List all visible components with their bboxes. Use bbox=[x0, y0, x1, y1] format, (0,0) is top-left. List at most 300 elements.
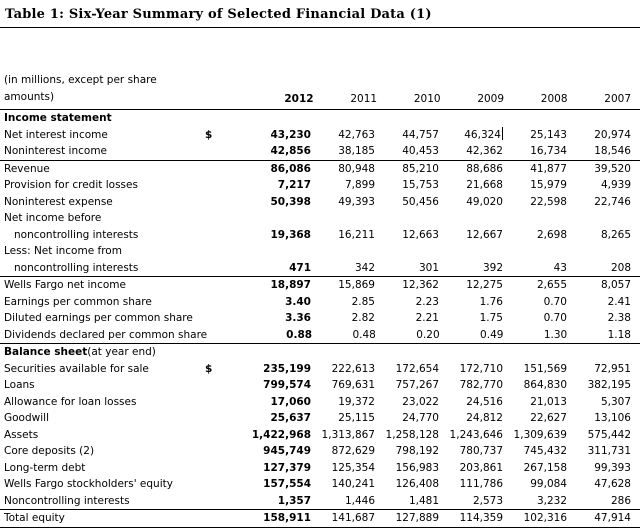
value-text: 42,362 bbox=[466, 145, 503, 157]
value-text: 235,199 bbox=[263, 362, 311, 375]
value-cell-2010 bbox=[375, 143, 439, 160]
value-text: 80,948 bbox=[338, 162, 375, 175]
value-cell-2008 bbox=[503, 427, 567, 444]
value-text: 267,158 bbox=[523, 461, 567, 474]
value-cell-2007 bbox=[567, 277, 631, 294]
value-text: 0.70 bbox=[543, 312, 567, 324]
value-cell-2012 bbox=[221, 510, 311, 527]
value-text: 39,520 bbox=[594, 162, 631, 175]
value-cell-2011 bbox=[311, 510, 375, 527]
table-row bbox=[0, 243, 640, 277]
table-row bbox=[0, 177, 640, 194]
table-row bbox=[0, 443, 640, 460]
value-text: 102,316 bbox=[523, 512, 567, 524]
value-cell-2009 bbox=[439, 127, 503, 144]
value-text: 782,770 bbox=[459, 379, 503, 391]
value-text: 203,861 bbox=[459, 461, 503, 474]
value-text: 42,856 bbox=[270, 145, 311, 157]
value-text: 38,185 bbox=[338, 145, 375, 157]
value-cell-2007 bbox=[567, 127, 631, 144]
value-text: 13,106 bbox=[594, 412, 631, 424]
section-heading-label: Income statement bbox=[4, 112, 112, 124]
row-label: Wells Fargo stockholders' equity bbox=[4, 478, 173, 490]
value-text: 2.21 bbox=[415, 312, 439, 324]
table-row bbox=[0, 361, 640, 378]
value-cell-2012 bbox=[221, 493, 311, 510]
table-row bbox=[0, 427, 640, 444]
value-cell-2010 bbox=[375, 410, 439, 427]
value-text: 4,939 bbox=[600, 179, 631, 191]
value-text: 12,663 bbox=[402, 228, 439, 241]
value-cell-2012 bbox=[221, 443, 311, 460]
value-cell-2010 bbox=[375, 127, 439, 144]
value-cell-2011 bbox=[311, 394, 375, 411]
value-cell-2007 bbox=[567, 476, 631, 493]
value-text: 15,869 bbox=[338, 279, 375, 291]
value-cell-2010 bbox=[376, 327, 440, 344]
value-text: 301 bbox=[418, 261, 439, 274]
value-cell-2008 bbox=[503, 493, 567, 510]
value-cell-2012 bbox=[221, 127, 311, 144]
value-text: 16,211 bbox=[338, 228, 375, 241]
value-text: 85,210 bbox=[402, 162, 439, 175]
value-text: 25,637 bbox=[270, 412, 311, 424]
value-text: 151,569 bbox=[523, 362, 567, 375]
value-text: 49,393 bbox=[338, 195, 375, 208]
value-cell-2008 bbox=[503, 443, 567, 460]
value-cell-2012 bbox=[221, 260, 311, 277]
value-text: 1.76 bbox=[479, 295, 503, 308]
value-cell-2012 bbox=[221, 460, 311, 477]
value-text: 22,598 bbox=[530, 195, 567, 208]
row-label: Less: Net income from noncontrolling interests bbox=[4, 245, 139, 274]
value-cell-2010 bbox=[375, 161, 439, 178]
value-text: 8,265 bbox=[600, 228, 631, 241]
value-text: 125,354 bbox=[331, 461, 375, 474]
value-text: 18,897 bbox=[270, 279, 311, 291]
currency-symbol: $ bbox=[205, 128, 213, 141]
value-cell-2010 bbox=[375, 476, 439, 493]
value-cell-2009 bbox=[439, 476, 503, 493]
value-text: 1,481 bbox=[408, 494, 439, 507]
value-text: 126,408 bbox=[395, 478, 439, 490]
value-text: 1,422,968 bbox=[251, 428, 311, 441]
value-cell-2012 bbox=[221, 476, 311, 493]
row-label: Noninterest expense bbox=[4, 195, 113, 208]
value-cell-2007 bbox=[567, 143, 631, 160]
table-row bbox=[0, 194, 640, 211]
value-text: 0.49 bbox=[480, 328, 504, 341]
value-text: 86,086 bbox=[270, 162, 311, 175]
value-cell-2011 bbox=[311, 227, 375, 244]
value-cell-2011 bbox=[312, 327, 376, 344]
value-cell-2007 bbox=[567, 177, 631, 194]
value-text: 1,243,646 bbox=[449, 428, 503, 441]
value-cell-2008 bbox=[503, 260, 567, 277]
value-text: 780,737 bbox=[459, 445, 503, 457]
table-row bbox=[0, 476, 640, 493]
units-caption: (in millions, except per share amounts) bbox=[4, 74, 157, 103]
value-text: 50,456 bbox=[402, 195, 439, 208]
value-text: 25,115 bbox=[338, 412, 375, 424]
value-cell-2007 bbox=[567, 310, 631, 327]
value-cell-2009 bbox=[439, 427, 503, 444]
row-label: Securities available for sale bbox=[4, 362, 149, 375]
value-text: 0.48 bbox=[352, 328, 376, 341]
value-cell-2011 bbox=[311, 310, 375, 327]
row-label: Noncontrolling interests bbox=[4, 494, 130, 507]
row-label: Total equity bbox=[4, 512, 65, 524]
financial-table-body bbox=[0, 110, 640, 528]
value-text: 872,629 bbox=[331, 445, 375, 457]
value-cell-2009 bbox=[439, 294, 503, 311]
table-row bbox=[0, 161, 640, 178]
section-heading-label: Balance sheet bbox=[4, 346, 88, 358]
value-text: 21,013 bbox=[530, 395, 567, 408]
value-cell-2007 bbox=[567, 260, 631, 277]
value-text: 44,757 bbox=[402, 128, 439, 141]
table-row bbox=[0, 310, 640, 327]
year-header-2009: 2009 bbox=[477, 93, 505, 105]
value-cell-2010 bbox=[375, 277, 439, 294]
value-cell-2007 bbox=[567, 427, 631, 444]
value-text: 43,230 bbox=[270, 128, 311, 141]
value-cell-2009 bbox=[439, 443, 503, 460]
value-cell-2007 bbox=[567, 294, 631, 311]
table-row bbox=[0, 327, 640, 345]
row-label: Allowance for loan losses bbox=[4, 395, 137, 408]
value-text: 47,914 bbox=[594, 512, 631, 524]
value-cell-2012 bbox=[221, 361, 311, 378]
value-text: 1.75 bbox=[479, 312, 503, 324]
value-text: 18,546 bbox=[594, 145, 631, 157]
value-cell-2011 bbox=[311, 460, 375, 477]
value-cell-2010 bbox=[375, 361, 439, 378]
value-cell-2009 bbox=[439, 394, 503, 411]
table-row bbox=[0, 460, 640, 477]
value-cell-2010 bbox=[375, 493, 439, 510]
value-text: 156,983 bbox=[395, 461, 439, 474]
row-label: Provision for credit losses bbox=[4, 179, 138, 191]
value-text: 88,686 bbox=[466, 162, 503, 175]
value-text: 7,217 bbox=[277, 179, 311, 191]
table-row bbox=[0, 127, 640, 144]
value-text: 2.38 bbox=[607, 312, 631, 324]
value-cell-2011 bbox=[311, 277, 375, 294]
value-text: 50,398 bbox=[270, 195, 311, 208]
value-cell-2008 bbox=[503, 377, 567, 394]
row-label: Dividends declared per common share bbox=[4, 328, 208, 341]
value-text: 24,770 bbox=[402, 412, 439, 424]
value-cell-2010 bbox=[375, 443, 439, 460]
value-text: 769,631 bbox=[331, 379, 375, 391]
value-text: 23,022 bbox=[402, 395, 439, 408]
value-cell-2011 bbox=[311, 177, 375, 194]
value-cell-2009 bbox=[440, 327, 504, 344]
value-cell-2011 bbox=[311, 194, 375, 211]
section-heading-suffix: (at year end) bbox=[87, 346, 156, 358]
row-label: Diluted earnings per common share bbox=[4, 312, 193, 324]
value-text: 47,628 bbox=[594, 478, 631, 490]
value-text: 7,899 bbox=[344, 179, 375, 191]
value-text: 1.30 bbox=[543, 328, 568, 341]
value-cell-2009 bbox=[439, 177, 503, 194]
value-text: 945,749 bbox=[263, 445, 311, 457]
value-text: 799,574 bbox=[263, 379, 311, 391]
value-text: 141,687 bbox=[331, 512, 375, 524]
value-text: 12,362 bbox=[402, 279, 439, 291]
value-cell-2007 bbox=[567, 394, 631, 411]
value-cell-2010 bbox=[375, 194, 439, 211]
value-cell-2009 bbox=[439, 260, 503, 277]
value-text: 2,655 bbox=[536, 279, 567, 291]
value-text: 172,710 bbox=[459, 362, 503, 375]
value-text: 17,060 bbox=[270, 395, 311, 408]
table-row bbox=[0, 510, 640, 528]
value-text: 757,267 bbox=[395, 379, 439, 391]
value-cell-2009 bbox=[439, 493, 503, 510]
value-text: 798,192 bbox=[395, 445, 439, 457]
value-cell-2010 bbox=[375, 427, 439, 444]
value-text: 0.20 bbox=[416, 328, 440, 341]
value-cell-2008 bbox=[503, 161, 567, 178]
table-row bbox=[0, 394, 640, 411]
value-text: 3.36 bbox=[285, 312, 311, 324]
value-text: 2.85 bbox=[351, 295, 375, 308]
table-title: Table 1: Six-Year Summary of Selected Financial Data (1) bbox=[0, 0, 640, 28]
value-cell-2008 bbox=[503, 460, 567, 477]
row-label: Net interest income bbox=[4, 128, 108, 141]
value-cell-2009 bbox=[439, 510, 503, 527]
value-cell-2011 bbox=[311, 377, 375, 394]
value-cell-2011 bbox=[311, 493, 375, 510]
value-cell-2007 bbox=[567, 443, 631, 460]
value-text: 42,763 bbox=[338, 128, 375, 141]
row-label: Wells Fargo net income bbox=[4, 279, 126, 291]
value-cell-2012 bbox=[221, 394, 311, 411]
value-text: 41,877 bbox=[530, 162, 567, 175]
value-cell-2012 bbox=[221, 277, 311, 294]
value-cell-2007 bbox=[567, 327, 631, 344]
row-label: Earnings per common share bbox=[4, 295, 152, 308]
value-text: 1,309,639 bbox=[513, 428, 567, 441]
value-cell-2008 bbox=[503, 327, 567, 344]
value-cell-2011 bbox=[311, 410, 375, 427]
value-text: 111,786 bbox=[459, 478, 503, 490]
value-cell-2009 bbox=[439, 161, 503, 178]
value-cell-2007 bbox=[567, 227, 631, 244]
row-label: Goodwill bbox=[4, 412, 49, 424]
value-cell-2009 bbox=[439, 410, 503, 427]
value-cell-2012 bbox=[221, 161, 311, 178]
value-text: 1,446 bbox=[344, 494, 375, 507]
value-text: 24,812 bbox=[466, 412, 503, 424]
row-label: Loans bbox=[4, 379, 35, 391]
value-cell-2012 bbox=[221, 427, 311, 444]
value-cell-2010 bbox=[375, 394, 439, 411]
value-cell-2009 bbox=[439, 460, 503, 477]
value-cell-2009 bbox=[439, 143, 503, 160]
value-cell-2010 bbox=[375, 510, 439, 527]
value-text: 0.88 bbox=[286, 328, 313, 341]
value-cell-2010 bbox=[375, 260, 439, 277]
value-cell-2012 bbox=[221, 194, 311, 211]
value-cell-2011 bbox=[311, 443, 375, 460]
value-cell-2007 bbox=[567, 493, 631, 510]
row-label: Revenue bbox=[4, 162, 50, 175]
value-text: 22,627 bbox=[530, 412, 567, 424]
value-cell-2010 bbox=[375, 177, 439, 194]
value-cell-2008 bbox=[503, 410, 567, 427]
value-text: 20,974 bbox=[594, 128, 631, 141]
value-cell-2008 bbox=[503, 227, 567, 244]
value-text: 864,830 bbox=[523, 379, 567, 391]
table-row bbox=[0, 277, 640, 294]
value-cell-2012 bbox=[221, 410, 311, 427]
value-cell-2009 bbox=[439, 194, 503, 211]
value-text: 114,359 bbox=[459, 512, 503, 524]
value-text: 140,241 bbox=[331, 478, 375, 490]
value-cell-2009 bbox=[439, 277, 503, 294]
row-label: Long-term debt bbox=[4, 461, 86, 474]
value-cell-2008 bbox=[503, 177, 567, 194]
table-row bbox=[0, 410, 640, 427]
value-text: 471 bbox=[289, 261, 311, 274]
value-text: 72,951 bbox=[594, 362, 631, 375]
value-cell-2008 bbox=[503, 277, 567, 294]
value-text: 2,573 bbox=[472, 494, 503, 507]
value-cell-2011 bbox=[311, 427, 375, 444]
value-text: 8,057 bbox=[600, 279, 631, 291]
value-cell-2010 bbox=[375, 377, 439, 394]
value-text: 99,393 bbox=[594, 461, 631, 474]
table-row bbox=[0, 143, 640, 161]
value-cell-2008 bbox=[503, 510, 567, 527]
value-text: 3,232 bbox=[536, 494, 567, 507]
value-text: 392 bbox=[482, 261, 503, 274]
value-text: 158,911 bbox=[263, 512, 311, 524]
value-text: 40,453 bbox=[402, 145, 439, 157]
value-text: 172,654 bbox=[395, 362, 439, 375]
value-text: 157,554 bbox=[263, 478, 311, 490]
value-text: 342 bbox=[354, 261, 375, 274]
row-label: Core deposits (2) bbox=[4, 445, 95, 457]
value-cell-2008 bbox=[503, 294, 567, 311]
value-text: 99,084 bbox=[530, 478, 567, 490]
value-cell-2010 bbox=[375, 227, 439, 244]
value-cell-2007 bbox=[567, 377, 631, 394]
value-text: 2.23 bbox=[415, 295, 439, 308]
value-cell-2008 bbox=[503, 143, 567, 160]
value-cell-2008 bbox=[503, 394, 567, 411]
currency-symbol: $ bbox=[205, 362, 213, 375]
value-cell-2010 bbox=[375, 460, 439, 477]
value-cell-2010 bbox=[375, 294, 439, 311]
value-text: 24,516 bbox=[466, 395, 503, 408]
value-cell-2011 bbox=[311, 294, 375, 311]
value-text: 49,020 bbox=[466, 195, 503, 208]
row-label: Noninterest income bbox=[4, 145, 108, 157]
value-text: 127,379 bbox=[263, 461, 311, 474]
value-cell-2008 bbox=[503, 310, 567, 327]
row-label: Assets bbox=[4, 428, 39, 441]
value-text: 21,668 bbox=[466, 179, 503, 191]
value-cell-2011 bbox=[311, 127, 375, 144]
value-cell-2008 bbox=[503, 127, 567, 144]
value-text: 1.18 bbox=[607, 328, 631, 341]
value-cell-2008 bbox=[503, 194, 567, 211]
value-cell-2012 bbox=[222, 327, 312, 344]
value-text: 1,313,867 bbox=[321, 428, 375, 441]
value-cell-2011 bbox=[311, 260, 375, 277]
value-text: 1,357 bbox=[277, 494, 311, 507]
section-heading bbox=[0, 110, 640, 127]
value-text: 127,889 bbox=[395, 512, 439, 524]
value-text: 12,275 bbox=[466, 279, 503, 291]
value-cell-2011 bbox=[311, 361, 375, 378]
value-text: 382,195 bbox=[587, 379, 631, 391]
value-text: 2,698 bbox=[536, 228, 567, 241]
value-cell-2012 bbox=[221, 377, 311, 394]
year-header-2007: 2007 bbox=[604, 93, 632, 105]
value-cell-2009 bbox=[439, 377, 503, 394]
value-text: 311,731 bbox=[587, 445, 631, 457]
year-header-2010: 2010 bbox=[413, 93, 441, 105]
value-text: 19,372 bbox=[338, 395, 375, 408]
table-row bbox=[0, 493, 640, 511]
value-cell-2007 bbox=[567, 460, 631, 477]
year-header-2011: 2011 bbox=[350, 93, 378, 105]
value-text: 15,753 bbox=[402, 179, 439, 191]
value-cell-2007 bbox=[567, 361, 631, 378]
value-text: 1,258,128 bbox=[385, 428, 439, 441]
value-text: 2.82 bbox=[351, 312, 375, 324]
value-cell-2009 bbox=[439, 361, 503, 378]
value-text: 19,368 bbox=[270, 228, 311, 241]
value-cell-2011 bbox=[311, 476, 375, 493]
value-text: 286 bbox=[610, 494, 631, 507]
value-text: 25,143 bbox=[530, 128, 567, 141]
value-text: 15,979 bbox=[530, 179, 567, 191]
table-row bbox=[0, 210, 640, 243]
value-text: 222,613 bbox=[331, 362, 375, 375]
value-cell-2007 bbox=[567, 410, 631, 427]
year-header-2012: 2012 bbox=[284, 93, 314, 105]
value-cell-2012 bbox=[221, 310, 311, 327]
value-text: 3.40 bbox=[285, 295, 311, 308]
value-cell-2007 bbox=[567, 161, 631, 178]
year-header-2008: 2008 bbox=[540, 93, 568, 105]
value-text: 43 bbox=[553, 261, 567, 274]
value-text: 22,746 bbox=[594, 195, 631, 208]
value-cell-2009 bbox=[439, 310, 503, 327]
table-row bbox=[0, 294, 640, 311]
value-text: 208 bbox=[610, 261, 631, 274]
value-text: 745,432 bbox=[523, 445, 567, 457]
value-text: 46,324 bbox=[464, 128, 501, 141]
table-row bbox=[0, 377, 640, 394]
value-cell-2012 bbox=[221, 177, 311, 194]
value-cell-2012 bbox=[221, 294, 311, 311]
value-cell-2007 bbox=[567, 510, 631, 527]
value-text: 16,734 bbox=[530, 145, 567, 157]
value-cell-2008 bbox=[503, 476, 567, 493]
value-cell-2008 bbox=[503, 361, 567, 378]
value-cell-2011 bbox=[311, 143, 375, 160]
value-cell-2012 bbox=[221, 143, 311, 160]
value-cell-2011 bbox=[311, 161, 375, 178]
value-cell-2012 bbox=[221, 227, 311, 244]
